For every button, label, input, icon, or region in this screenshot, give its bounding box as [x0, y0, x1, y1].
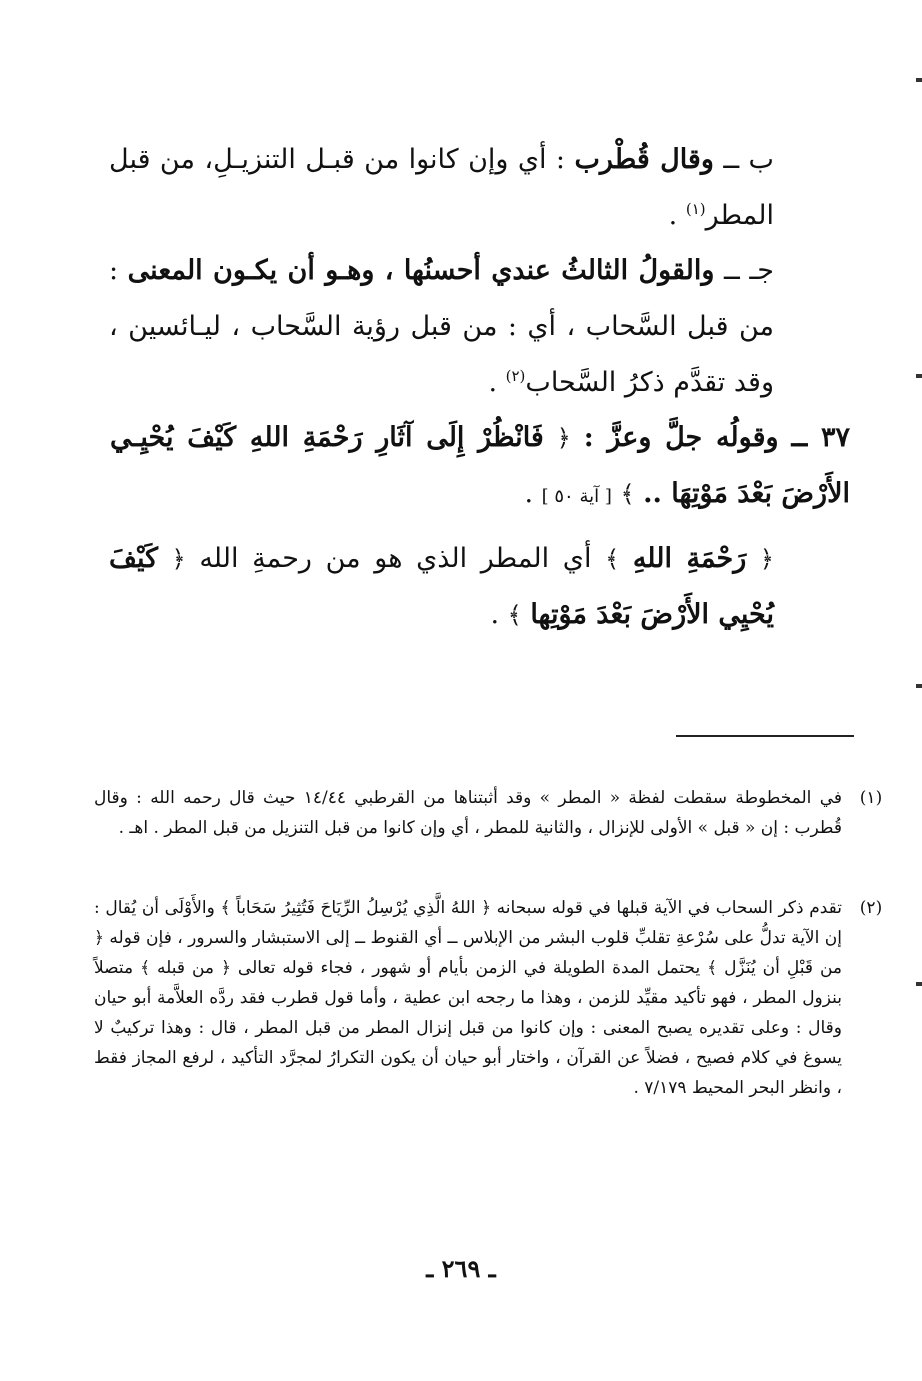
- paragraph-end: .: [490, 599, 500, 630]
- paragraph-qutrub: [109, 132, 774, 244]
- item-marker: ب ــ: [723, 144, 774, 175]
- item-marker: جـ ــ: [724, 255, 774, 286]
- ornate-bracket-close: ﴾: [507, 601, 522, 629]
- scan-speck: [916, 374, 922, 378]
- footnote-number: (١): [859, 788, 883, 808]
- scan-speck: [916, 982, 922, 986]
- footnote-ref-1: (١): [685, 200, 706, 218]
- ornate-bracket-open: ﴿: [759, 545, 774, 573]
- commentary-text: أي المطر الذي هو من رحمةِ الله: [199, 543, 592, 574]
- page-number: ـ ٢٦٩ ـ: [426, 1254, 496, 1283]
- footnote-text: في المخطوطة سقطت لفظة « المطر » وقد أثبتناها من القرطبي ١٤/٤٤ حيث قال رحمه الله : وقال قُطرب : إن « قبل » الأولى للإنزال ، والثانية للمطر ، أي وإن كانوا من قبل التنزيل من قبل المطر . اهـ .: [94, 788, 843, 838]
- footnote-text: تقدم ذكر السحاب في الآية قبلها في قوله سبحانه ﴿ اللهُ الَّذِي يُرْسِلُ الرِّيَاحَ فَتُثِيرُ سَحَاباً ﴾ والأَوْلَى أن يُقال : إن الآية تدلُّ على سُرْعةِ تقلبِّ قلوب البشر من الإبلاس ــ أي القنوط ــ إلى الاستبشار والسرور ، فإن قوله ﴿ من قَبْلِ أن يُنَزَّل ﴾ يحتمل المدة الطويلة في الزمن بأيام أو شهور ، فجاء قوله تعالى ﴿ من قبله ﴾ متصلاً بنزول المطر ، فهو تأكيد مقيِّد للزمن ، وهذا ما رجحه ابن عطية ، وأما قول قطرب فقد ردَّه العلاَّمة أبو حيان وقال : وعلى تقديره يصبح المعنى : وإن كانوا من قبل إنزال المطر من قبل المطر ، قال : وهذا تركيبٌ لا يسوغ في كلام فصيح ، فضلاً عن القرآن ، واختار أبو حيان أن يكون التكرارُ لمجرَّد التأكيد ، لرفع المجاز فقط ، وانظر البحر المحيط ٧/١٧٩ .: [94, 898, 842, 1098]
- ornate-bracket-open: ﴿: [171, 545, 186, 573]
- commentary-paragraph: [109, 531, 774, 643]
- opinion-heading: والقولُ الثالثُ عندي أحسنُها ، وهـو أن يكـون المعنى: [127, 255, 715, 286]
- verse-reference: [ آية ٥٠ ]: [541, 486, 612, 507]
- verse-quote: فَانْظُرْ إِلَى آثَارِ رَحْمَةِ اللهِ كَيْفَ يُحْيِـي الأَرْضَ بَعْدَ مَوْتِهَا ..: [110, 422, 850, 509]
- commentary-term: رَحْمَةِ اللهِ: [632, 543, 747, 574]
- footnote-ref-2: (٢): [505, 367, 526, 385]
- paragraph-end: .: [488, 367, 498, 398]
- verse-intro: وقولُه جلَّ وعزَّ :: [583, 422, 779, 453]
- verse-number: ٣٧ ــ: [791, 422, 850, 453]
- footnote-number: (٢): [859, 898, 883, 918]
- paragraph-third-opinion: [109, 243, 774, 411]
- speaker-name: وقال قُطْرب: [574, 144, 714, 175]
- paragraph-text: : من قبل السَّحاب ، أي : من قبل رؤية السَّحاب ، ليـائسين ، وقد تقدَّم ذكرُ السَّحاب: [109, 255, 774, 398]
- footnote-separator: [676, 735, 854, 737]
- ornate-bracket-close: ﴾: [605, 545, 620, 573]
- footnote-1: [94, 783, 883, 843]
- commentary-quote: كَيْفَ يُحْيِي الأَرْضَ بَعْدَ مَوْتِها: [109, 543, 774, 630]
- ornate-bracket-close: ﴾: [620, 480, 635, 508]
- verse-paragraph: [110, 410, 850, 525]
- scan-speck: [916, 78, 922, 82]
- paragraph-end: .: [668, 200, 678, 231]
- scan-speck: [916, 684, 922, 688]
- footnote-2: [94, 893, 883, 1103]
- paragraph-end: .: [524, 478, 534, 509]
- paragraph-text: : أي وإن كانوا من قبـل التنزيـلِ، من قبل المطر: [109, 144, 774, 231]
- ornate-bracket-open: ﴿: [556, 424, 571, 452]
